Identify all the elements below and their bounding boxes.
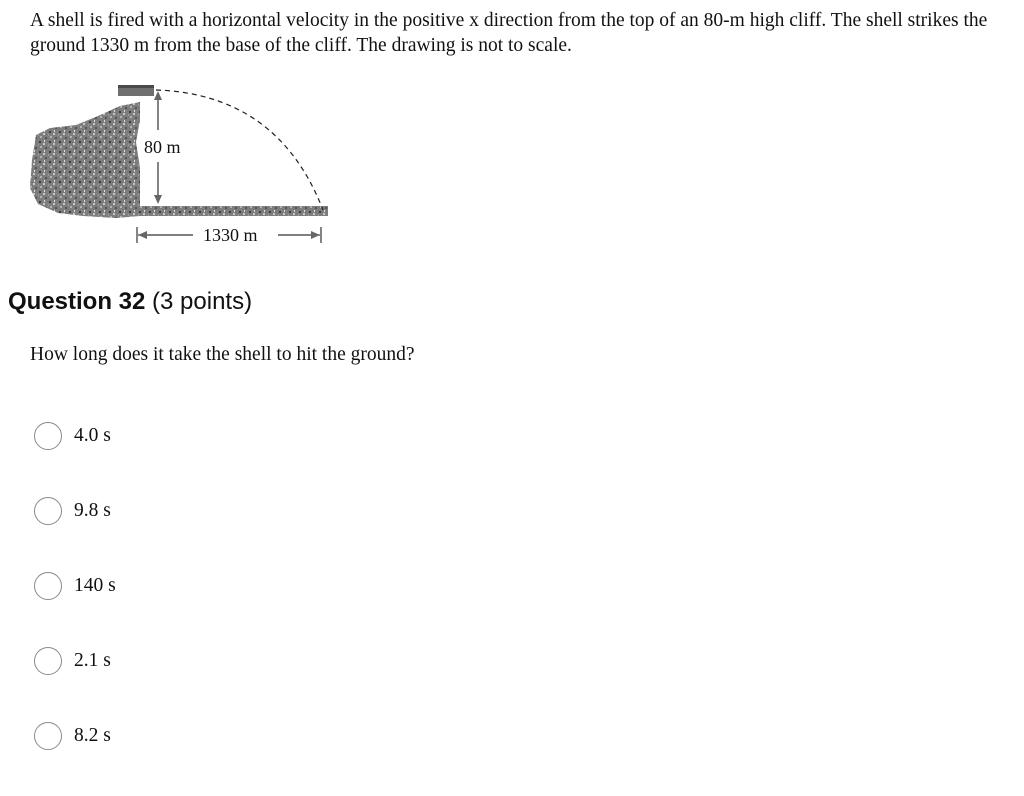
radio-button[interactable]	[34, 497, 62, 525]
question-title: Question 32	[8, 288, 146, 315]
radio-button[interactable]	[34, 572, 62, 600]
problem-text: A shell is fired with a horizontal velocity in the positive x direction from the top of an 80-m high cliff. The shell strikes the ground 1330 m from the base of the cliff. The drawing is not to scale.	[30, 10, 988, 56]
answer-options	[34, 419, 116, 794]
ground-strip	[136, 206, 328, 216]
option-label: 140 s	[74, 575, 116, 596]
distance-label: 1330 m	[203, 225, 258, 245]
question-prompt: How long does it take the shell to hit the ground?	[30, 344, 415, 365]
question-points: (3 points)	[152, 288, 253, 315]
option-label: 2.1 s	[74, 650, 111, 671]
radio-button[interactable]	[34, 422, 62, 450]
option-label: 4.0 s	[74, 425, 111, 446]
cliff-figure	[28, 80, 338, 255]
radio-button[interactable]	[34, 722, 62, 750]
cliff-shape	[30, 102, 140, 218]
answer-option[interactable]	[34, 494, 116, 528]
answer-option[interactable]	[34, 419, 116, 453]
answer-option[interactable]	[34, 644, 116, 678]
question-header	[8, 288, 252, 316]
option-label: 9.8 s	[74, 500, 111, 521]
radio-button[interactable]	[34, 647, 62, 675]
trajectory-path	[156, 90, 323, 210]
answer-option[interactable]	[34, 719, 116, 753]
height-label: 80 m	[144, 137, 181, 157]
answer-option[interactable]	[34, 569, 116, 603]
option-label: 8.2 s	[74, 725, 111, 746]
